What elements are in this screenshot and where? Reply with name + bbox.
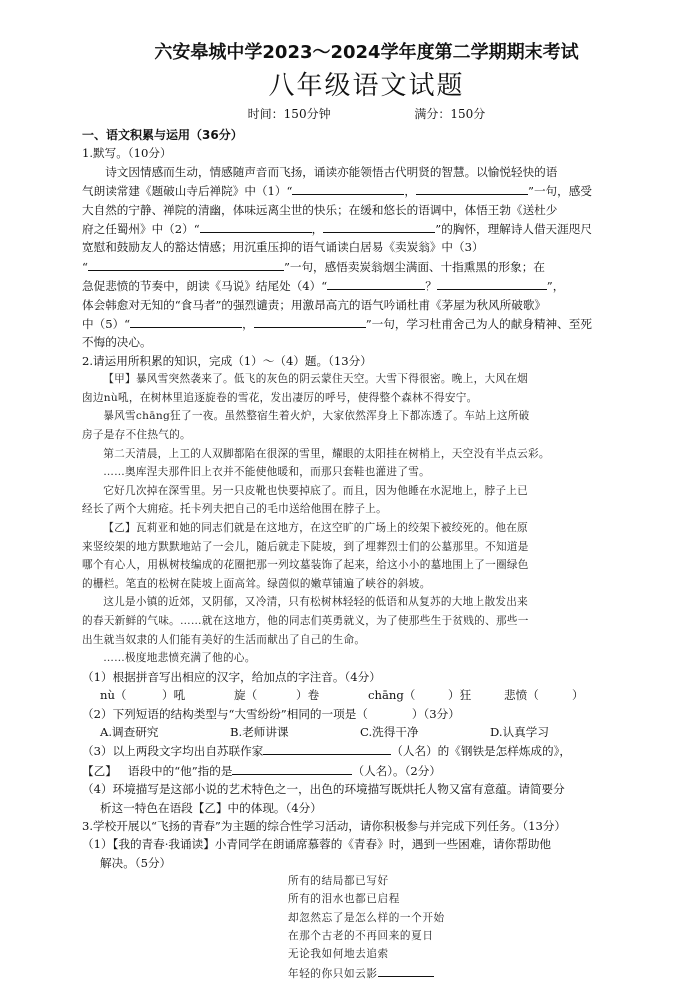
q1-line: 中（5）“ ， ”一句，学习杜甫舍己为人的献身精神、至死: [82, 314, 651, 333]
passage-line: 它好几次掉在深雪里。另一只皮靴也快要掉底了。而且，因为他睡在水泥地上，脖子上已: [103, 484, 529, 497]
passage-line: 这儿是小镇的近郊，又阴郁，又冷清，只有松树林轻轻的低语和从复苏的大地上散发出来: [103, 596, 529, 609]
q1-line: 宽慰和鼓励友人的豁达情感；用沉重压抑的语气诵读白居易《卖炭翁》中（3）: [82, 240, 484, 255]
answer-blank[interactable]: [130, 314, 242, 328]
passage-line: 出生就当奴隶的人们能有美好的生活而献出了自己的生命。: [82, 633, 366, 646]
exam-info: [82, 104, 651, 124]
poem-line: 无论我如何地去追索: [288, 948, 389, 961]
paper-title: 八年级语文试题: [268, 71, 465, 101]
question-1: [82, 144, 651, 351]
q3-sub1: （1）【我的青春·我诵读】小青同学在朗诵席慕蓉的《青春》时，遇到一些困难，请你帮助他: [82, 837, 552, 852]
answer-blank[interactable]: [437, 276, 547, 290]
option-d[interactable]: D.认真学习: [490, 725, 549, 739]
answer-blank[interactable]: [416, 181, 528, 195]
poem-line: 所有的泪水也都已启程: [288, 893, 400, 906]
option-a[interactable]: A.调查研究: [100, 725, 159, 739]
poem-qingchun: [288, 872, 651, 983]
exam-time: 时间：150分钟: [247, 107, 331, 121]
q1-line: 体会韩愈对无知的“食马者”的强烈谴责；用激昂高亢的语气吟诵杜甫《茅屋为秋风所破歌》: [82, 297, 547, 312]
q1-line: “ ”一句，感悟卖炭翁烟尘满面、十指熏黑的形象；在: [82, 257, 651, 276]
q2-sub3-cont: 【乙】 语段中的“他”指的是 （人名）。（2分）: [82, 761, 651, 780]
q2-options: [82, 723, 651, 741]
passage-yi: [82, 519, 651, 668]
passage-line: 来竖绞架的地方默默地站了一会儿，随后就走下陡坡，到了埋葬烈士们的公墓那里。不知道是: [82, 540, 529, 553]
question-3: [82, 817, 651, 983]
passage-line: 房子是存不住热气的。: [82, 429, 191, 442]
option-c[interactable]: C.洗得干净: [360, 725, 419, 739]
poem-line: 在那个古老的不再回来的夏日: [288, 929, 434, 942]
section-1-title: 一、语文积累与运用（36分）: [82, 128, 243, 142]
passage-line: 【乙】瓦莉亚和她的同志们就是在这地方，在这空旷的广场上的绞架下被绞死的。他在原: [103, 522, 529, 535]
answer-blank[interactable]: [327, 276, 425, 290]
q3-sub1-cont: 解决。（5分）: [100, 855, 172, 870]
passage-line: 哪个有心人，用枞树枝编成的花圈把那一列坟墓装饰了起来，给这小小的墓地围上了一圈绿色: [82, 559, 529, 572]
question-2: [82, 352, 651, 817]
answer-blank[interactable]: [200, 219, 312, 233]
passage-line: 第二天清晨，上工的人双脚都陷在很深的雪里，耀眼的太阳挂在树梢上，天空没有半点云彩。: [103, 447, 550, 460]
passage-line: 囱边nù吼，在树林里追逐旋卷的雪花，发出凄厉的呼号，使得整个森林不得安宁。: [82, 391, 478, 404]
q2-sub3: （3）以上两段文字均出自苏联作家 （人名）的《钢铁是怎样炼成的》，: [82, 741, 651, 760]
passage-line: ……极度地悲愤充满了他的心。: [103, 652, 256, 665]
q1-line: 大自然的宁静、禅院的清幽，体味远离尘世的快乐；在缓和悠长的语调中，体悟王勃《送杜少: [82, 202, 558, 217]
passage-line: ……奥库涅夫那件旧上衣并不能使他暖和，而那只套鞋也灌进了雪。: [103, 466, 430, 479]
question-1-head: 1.默写。（10分）: [82, 146, 172, 161]
passage-line: 的春天新鲜的气味。……就在这地方，他的同志们英勇就义，为了使那些生于贫贱的、那些一: [82, 615, 529, 627]
question-2-head: 2.请运用所积累的知识，完成（1）～（4）题。（13分）: [82, 353, 372, 368]
q1-line: 气朗读常建《题破山寺后禅院》中（1）“ ， ”一句，感受: [82, 181, 651, 200]
q1-line: 急促悲愤的节奏中，朗读《马说》结尾处（4）“ ？ ”，: [82, 276, 651, 295]
passage-line: 【甲】暴风雪突然袭来了。低飞的灰色的阴云蒙住天空。大雪下得很密。晚上，大风在烟: [103, 373, 529, 386]
answer-blank[interactable]: [378, 963, 434, 977]
passage-jia: [82, 370, 651, 519]
pinyin-row: nù（ ）吼 旋（ ）卷 chāng（ ）狂 悲愤（ ）: [100, 688, 584, 703]
q1-line: 不悔的决心。: [82, 335, 152, 350]
answer-blank[interactable]: [232, 761, 352, 775]
poem-line: 却忽然忘了是怎么样的一个开始: [288, 911, 445, 924]
question-3-head: 3.学校开展以“飞扬的青春”为主题的综合性学习活动，请你积极参与并完成下列任务。（13分）: [82, 819, 567, 834]
q1-line: 府之任蜀州》中（2）“ ， ”的胸怀，理解诗人借天涯咫尺: [82, 219, 651, 238]
school-exam-title: 六安皋城中学2023～2024学年度第二学期期末考试: [154, 42, 579, 63]
passage-line: 的栅栏。笔直的松树在陡坡上面高耸。绿茵似的嫩草铺遍了峡谷的斜坡。: [82, 577, 431, 590]
q2-sub1: （1）根据拼音写出相应的汉字，给加点的字注音。（4分）: [82, 669, 381, 684]
answer-blank[interactable]: [292, 181, 404, 195]
answer-blank[interactable]: [263, 741, 391, 755]
poem-line: 所有的结局都已写好: [288, 875, 389, 888]
q2-sub4: （4）环境描写是这部小说的艺术特色之一，出色的环境描写既烘托人物又富有意蕴。请简要分: [82, 782, 565, 797]
passage-line: 经长了两个大痈疮。托卡列夫把自己的毛巾送给他围在脖子上。: [82, 503, 388, 516]
exam-score: 满分：150分: [414, 107, 486, 121]
q2-sub4-cont: 析这一特色在语段【乙】中的体现。（4分）: [100, 800, 322, 815]
option-b[interactable]: B.老师讲课: [230, 725, 289, 739]
passage-line: 暴风雪chāng狂了一夜。虽然整宿生着火炉，大家依然浑身上下都冻透了。车站上这所破: [103, 410, 530, 423]
q1-line: 诗文因情感而生动，情感随声音而飞扬，诵读亦能领悟古代明贤的智慧。以愉悦轻快的语: [105, 164, 558, 179]
answer-blank[interactable]: [88, 257, 284, 271]
poem-line: 年轻的你只如云影: [288, 963, 651, 983]
answer-blank[interactable]: [323, 219, 435, 233]
q2-sub2: （2）下列短语的结构类型与“大雪纷纷”相同的一项是（ ）（3分）: [82, 706, 460, 721]
answer-blank[interactable]: [254, 314, 366, 328]
